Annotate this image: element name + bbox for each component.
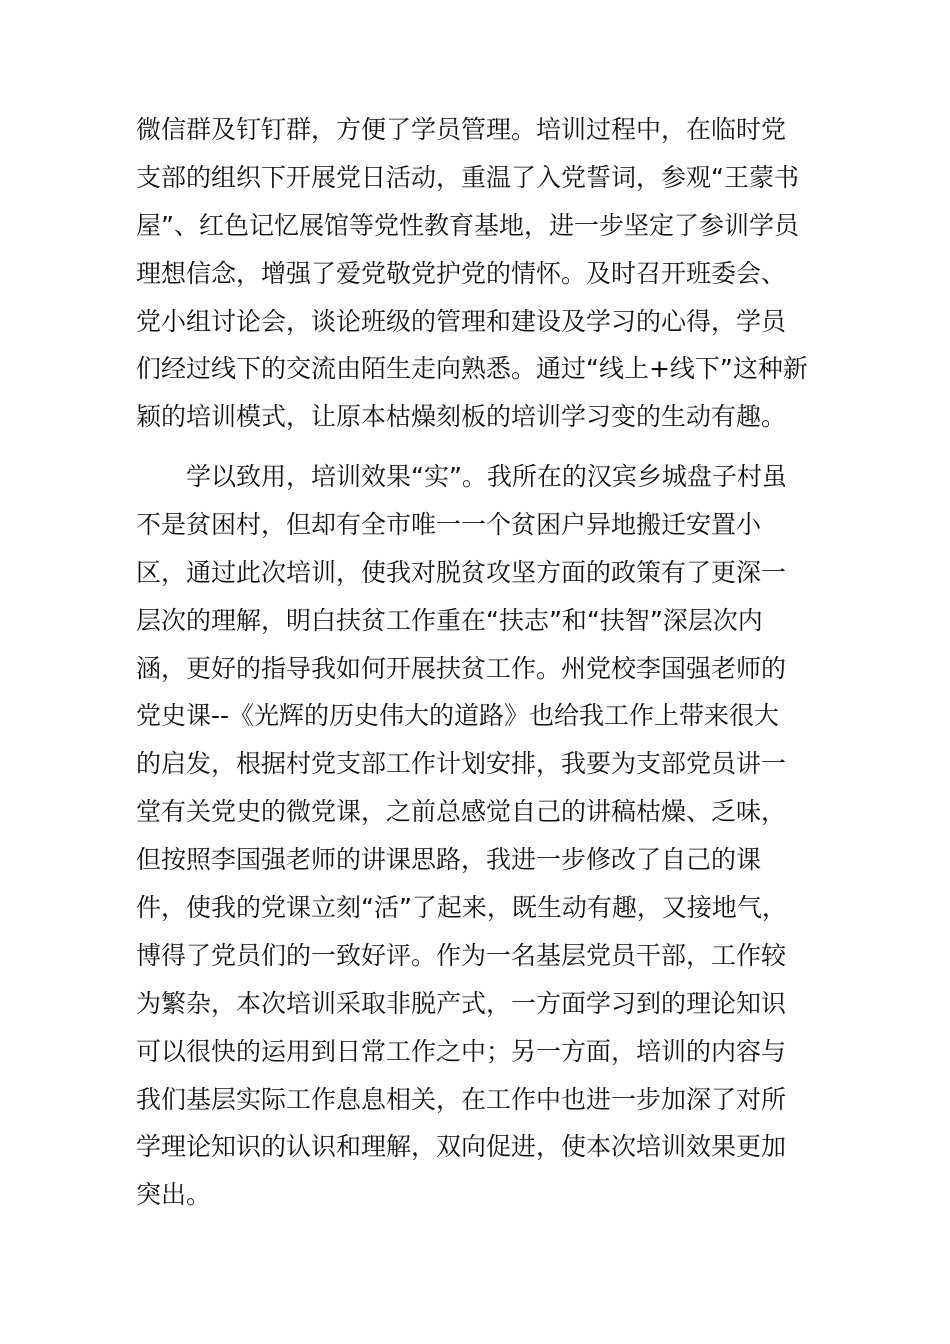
paragraph-line: 层次的理解，明白扶贫工作重在“扶志”和“扶智”深层次内 — [136, 605, 763, 635]
paragraph-line: 博得了党员们的一致好评。作为一名基层党员干部，工作较 — [136, 940, 787, 970]
paragraph-2 — [136, 453, 836, 1219]
paragraph-line: 的启发，根据村党支部工作计划安排，我要为支部党员讲一 — [136, 749, 787, 779]
paragraph-1 — [136, 106, 836, 441]
paragraph-line: 我们基层实际工作息息相关，在工作中也进一步加深了对所 — [136, 1084, 787, 1114]
paragraph-line: 不是贫困村，但却有全市唯一一个贫困户异地搬迁安置小 — [136, 509, 762, 539]
paragraph-line: 理想信念，增强了爱党敬党护党的情怀。及时召开班委会、 — [136, 258, 787, 288]
paragraph-line: 但按照李国强老师的讲课思路，我进一步修改了自己的课 — [136, 845, 762, 875]
paragraph-line: 学理论知识的认识和理解，双向促进，使本次培训效果更加 — [136, 1132, 787, 1162]
paragraph-line: 支部的组织下开展党日活动，重温了入党誓词，参观“王蒙书 — [136, 162, 799, 192]
paragraph-line: 为繁杂，本次培训采取非脱产式，一方面学习到的理论知识 — [136, 988, 787, 1018]
paragraph-line: 堂有关党史的微党课，之前总感觉自己的讲稿枯燥、乏味， — [136, 797, 787, 827]
paragraph-line: 突出。 — [136, 1180, 212, 1210]
paragraph-line: 党小组讨论会，谈论班级的管理和建设及学习的心得，学员 — [136, 306, 787, 336]
paragraph-line: 涵，更好的指导我如何开展扶贫工作。州党校李国强老师的 — [136, 653, 787, 683]
paragraph-line: 屋”、红色记忆展馆等党性教育基地，进一步坚定了参训学员 — [136, 210, 799, 240]
paragraph-line: 微信群及钉钉群，方便了学员管理。培训过程中，在临时党 — [136, 115, 787, 144]
paragraph-line: 件，使我的党课立刻“活”了起来，既生动有趣，又接地气， — [136, 893, 787, 923]
paragraph-line: 可以很快的运用到日常工作之中；另一方面，培训的内容与 — [136, 1036, 787, 1066]
paragraph-line: 区，通过此次培训，使我对脱贫攻坚方面的政策有了更深一 — [136, 557, 787, 587]
paragraph-line: 们经过线下的交流由陌生走向熟悉。通过“线上+线下”这种新 — [136, 354, 808, 384]
paragraph-line: 党史课--《光辉的历史伟大的道路》也给我工作上带来很大 — [136, 701, 780, 731]
paragraph-line: 颖的培训模式，让原本枯燥刻板的培训学习变的生动有趣。 — [136, 402, 787, 432]
paragraph-line: 学以致用，培训效果“实”。我所在的汉宾乡城盘子村虽 — [136, 462, 787, 491]
